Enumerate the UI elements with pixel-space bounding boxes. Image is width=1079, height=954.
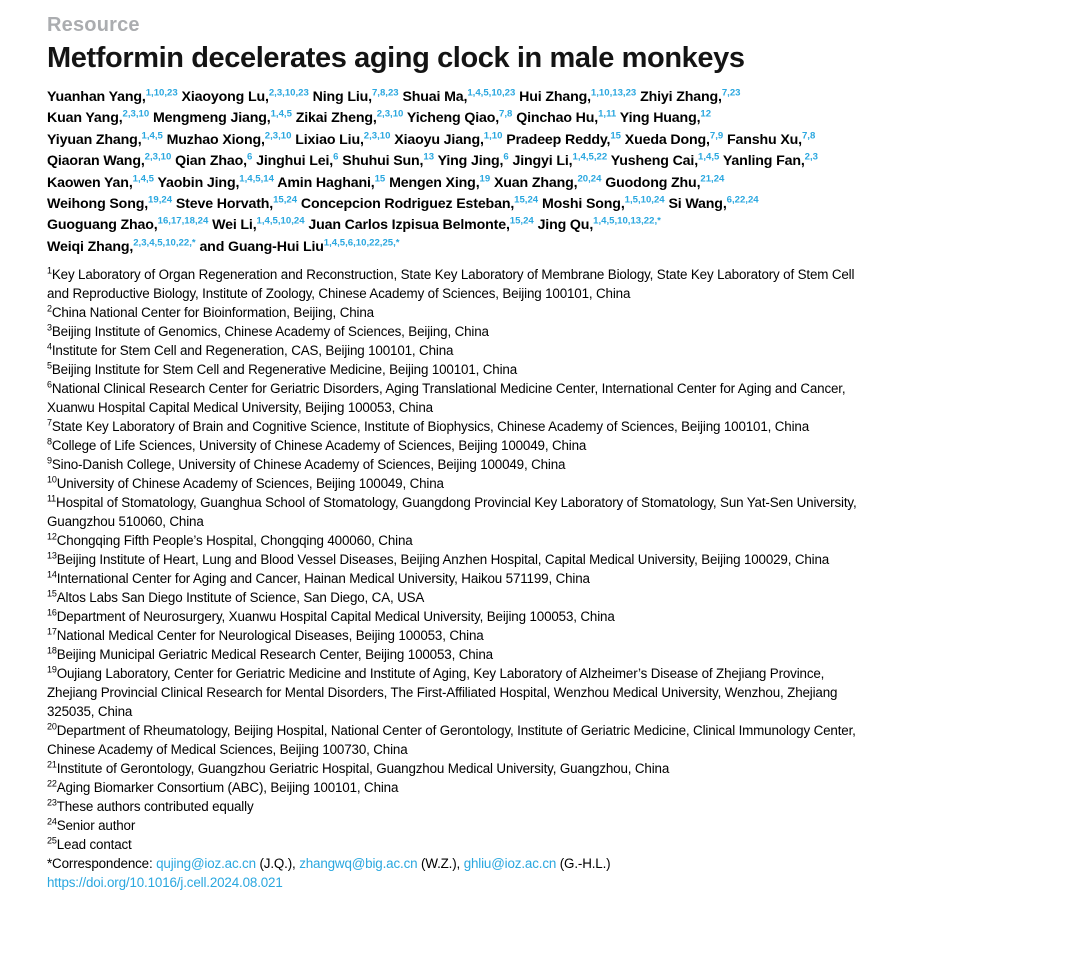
author-name: Hui Zhang, (519, 89, 591, 105)
author-affiliation-superscript: 15 (374, 172, 386, 184)
author-affiliation-superscript: 15,24 (514, 194, 539, 206)
author-affiliation-superscript: 2,3,10 (144, 151, 172, 163)
author-name: Jing Qu, (537, 217, 594, 234)
author-name: Si Wang, (668, 196, 727, 213)
affiliation-number: 23 (47, 797, 57, 808)
author-affiliation-superscript: 15,24 (273, 194, 298, 206)
affiliation-line: $^{16}$Department of Neurosurgery, Xuanwu Hospital Capital Medical University, Beijing 100053, China (47, 607, 615, 625)
doi-link[interactable]: https://doi.org/10.1016/j.cell.2024.08.021 (47, 875, 283, 891)
author-affiliation-superscript: 20,24 (577, 172, 602, 184)
author-name: Yuanhan Yang, (47, 89, 146, 105)
affiliation-number: 21 (47, 759, 57, 770)
affiliation-line: $^6$National Clinical Research Center for Geriatric Disorders, Aging Translational Medicine Center, International Center for Aging and Cancer, (47, 379, 846, 397)
affiliation-line: Guangzhou 510060, China (47, 514, 204, 530)
affiliation-line: $^{19}$Oujiang Laboratory, Center for Geriatric Medicine and Institute of Aging, Key Laboratory of Alzheimer’s Disease of Zhejiang Province, (47, 664, 825, 682)
author-affiliation-superscript: 2,3,10 (264, 130, 292, 142)
affiliation-number: 25 (47, 835, 57, 846)
author-name: Guodong Zhu, (605, 174, 701, 191)
article-type-label: Resource (47, 14, 140, 36)
author-affiliation-superscript: 2,3,10 (363, 130, 391, 142)
author-name: Qinchao Hu, (516, 110, 599, 127)
affiliation-line: $^{14}$International Center for Aging and Cancer, Hainan Medical University, Haikou 571199, China (47, 569, 590, 587)
affiliation-line: and Reproductive Biology, Institute of Zoology, Chinese Academy of Sciences, Beijing 100101, China (47, 286, 631, 302)
affiliation-line: $^{23}$These authors contributed equally (47, 797, 254, 815)
author-name: Fanshu Xu, (727, 131, 802, 148)
affiliation-number: 15 (47, 588, 57, 599)
affiliation-number: 9 (47, 455, 52, 466)
author-affiliation-superscript: 1,10 (483, 130, 503, 142)
affiliation-line: Xuanwu Hospital Capital Medical University, Beijing 100053, China (47, 400, 433, 416)
affiliation-line: $^{17}$National Medical Center for Neurological Diseases, Beijing 100053, China (47, 626, 484, 644)
author-affiliation-superscript: 16,17,18,24 (157, 215, 209, 227)
author-line (47, 215, 1065, 236)
author-name: Xiaoyong Lu, (181, 89, 269, 105)
author-name: Yanling Fan, (722, 153, 805, 170)
affiliation-line: $^{12}$Chongqing Fifth People’s Hospital, Chongqing 400060, China (47, 531, 413, 549)
affiliation-line: $^{13}$Beijing Institute of Heart, Lung and Blood Vessel Diseases, Beijing Anzhen Hospital, Capital Medical University, Beijing 100029, China (47, 550, 830, 568)
affiliation-line: $^{15}$Altos Labs San Diego Institute of Science, San Diego, CA, USA (47, 588, 425, 606)
author-affiliation-superscript: 2,3 (804, 151, 819, 163)
affiliation-number: 4 (47, 341, 52, 352)
author-name: Jinghui Lei, (256, 153, 334, 170)
author-name: Kaowen Yan, (47, 174, 133, 191)
author-name: Ying Huang, (619, 110, 701, 127)
author-affiliation-superscript: 2,3,10 (376, 108, 404, 120)
author-affiliation-superscript: 7,8 (499, 108, 513, 120)
affiliation-number: 3 (47, 322, 52, 333)
author-name: Ning Liu, (312, 89, 372, 105)
author-affiliation-superscript: 1,4,5,10,24 (256, 215, 305, 227)
author-affiliation-superscript: 1,4,5,10,23 (467, 87, 516, 99)
author-name: Moshi Song, (541, 196, 625, 213)
author-name: Yicheng Qiao, (406, 110, 500, 127)
author-line (47, 130, 1065, 151)
author-name: Yiyuan Zhang, (47, 131, 142, 148)
affiliation-number: 2 (47, 303, 52, 314)
author-line (47, 194, 1065, 215)
correspondence-email-link[interactable]: zhangwq@big.ac.cn (299, 856, 418, 872)
author-affiliation-superscript: 7,8 (801, 130, 816, 142)
affiliation-line: 325035, China (47, 704, 133, 720)
author-name: Ying Jing, (437, 153, 504, 170)
author-name: Xiaoyu Jiang, (394, 131, 484, 148)
author-name: Wei Li, (212, 217, 257, 234)
author-affiliation-superscript: 19 (479, 172, 491, 184)
affiliation-line: Chinese Academy of Medical Sciences, Beijing 100730, China (47, 742, 408, 758)
author-affiliation-superscript: 6,22,24 (726, 194, 759, 206)
author-name: Concepcion Rodriguez Esteban, (300, 196, 515, 213)
author-name: Shuai Ma, (402, 89, 468, 105)
author-affiliation-superscript: 15,24 (509, 215, 534, 227)
affiliation-number: 13 (47, 550, 57, 561)
author-line (47, 108, 1065, 129)
affiliation-line: $^3$Beijing Institute of Genomics, Chinese Academy of Sciences, Beijing, China (47, 322, 489, 340)
affiliation-number: 7 (47, 417, 52, 428)
affiliation-number: 16 (47, 607, 57, 618)
author-name: Mengen Xing, (389, 174, 480, 191)
affiliation-line: $^5$Beijing Institute for Stem Cell and Regenerative Medicine, Beijing 100101, China (47, 360, 517, 378)
affiliation-line: $^{11}$Hospital of Stomatology, Guanghua School of Stomatology, Guangdong Provincial Key Laboratory of Stomatology, Sun Yat-Sen University, (47, 493, 857, 511)
author-affiliation-superscript: 7,8,23 (371, 87, 399, 99)
correspondence-email-link[interactable]: qujing@ioz.ac.cn (156, 856, 256, 872)
affiliation-line: $^{21}$Institute of Gerontology, Guangzhou Geriatric Hospital, Guangzhou Medical University, Guangzhou, China (47, 759, 670, 777)
affiliation-number: 12 (47, 531, 57, 542)
affiliation-number: 20 (47, 721, 57, 732)
affiliation-line: $^1$Key Laboratory of Organ Regeneration and Reconstruction, State Key Laboratory of Membrane Biology, State Key Laboratory of Stem Cell (47, 265, 855, 283)
affiliation-number: 24 (47, 816, 57, 827)
affiliation-list (47, 265, 1065, 854)
author-affiliation-superscript: 1,5,10,24 (624, 194, 665, 206)
author-affiliation-superscript: 1,4,5 (132, 172, 154, 184)
author-affiliation-superscript: 1,4,5,10,13,22,* (593, 215, 661, 227)
author-name: Weiqi Zhang, (47, 238, 134, 255)
affiliation-number: 11 (47, 493, 57, 504)
author-name: Kuan Yang, (47, 110, 123, 127)
correspondence-line (47, 854, 1065, 873)
author-name: Shuhui Sun, (342, 153, 424, 170)
author-affiliation-superscript: 13 (423, 151, 435, 163)
affiliation-number: 8 (47, 436, 52, 447)
author-name: Weihong Song, (47, 196, 149, 213)
author-name: Mengmeng Jiang, (152, 110, 271, 127)
author-line (47, 151, 1065, 172)
author-affiliation-superscript: 1,4,5 (141, 130, 163, 142)
affiliation-number: 22 (47, 778, 57, 789)
author-name: Xueda Dong, (624, 131, 710, 148)
author-affiliation-superscript: 19,24 (148, 194, 173, 206)
author-name: Xuan Zhang, (493, 174, 578, 191)
author-affiliation-superscript: 1,10,23 (145, 87, 178, 99)
author-list (47, 87, 1065, 258)
doi-line (47, 873, 1065, 892)
article-title: Metformin decelerates aging clock in male monkeys (47, 42, 745, 74)
affiliation-number: 5 (47, 360, 52, 371)
affiliation-line: $^9$Sino-Danish College, University of Chinese Academy of Sciences, Beijing 100049, China (47, 455, 566, 473)
author-name: Qiaoran Wang, (47, 153, 145, 170)
author-name: Yusheng Cai, (610, 153, 699, 170)
author-affiliation-superscript: 2,3,4,5,10,22,* (133, 237, 196, 249)
author-affiliation-superscript: 7,23 (721, 87, 741, 99)
affiliation-number: 6 (47, 379, 52, 390)
author-name: Qian Zhao, (175, 153, 247, 170)
author-affiliation-superscript: 21,24 (700, 172, 725, 184)
author-line (47, 173, 1065, 194)
author-name: Muzhao Xiong, (166, 131, 265, 148)
author-affiliation-superscript: 6 (503, 151, 509, 163)
author-affiliation-superscript: 2,3,10,23 (268, 87, 309, 99)
author-name: Pradeep Reddy, (506, 131, 611, 148)
affiliation-number: 10 (47, 474, 57, 485)
author-name: Guoguang Zhao, (47, 217, 158, 234)
author-affiliation-superscript: 6 (246, 151, 253, 163)
affiliation-line: $^{24}$Senior author (47, 816, 136, 834)
author-name: Yaobin Jing, (157, 174, 240, 191)
author-name: Amin Haghani, (277, 174, 375, 191)
author-affiliation-superscript: 7,9 (709, 130, 724, 142)
author-affiliation-superscript: 15 (610, 130, 621, 142)
author-affiliation-superscript: 1,4,5 (698, 151, 720, 163)
affiliation-number: 18 (47, 645, 57, 656)
author-name: Zikai Zheng, (295, 110, 377, 127)
author-line (47, 237, 1065, 258)
affiliation-line: $^{22}$Aging Biomarker Consortium (ABC), Beijing 100101, China (47, 778, 399, 796)
author-affiliation-superscript: 1,4,5,6,10,22,25,* (323, 237, 400, 249)
author-affiliation-superscript: 1,4,5,22 (572, 151, 608, 163)
author-affiliation-superscript: 1,4,5,14 (239, 172, 274, 184)
affiliation-line: $^{25}$Lead contact (47, 835, 132, 853)
affiliation-number: 17 (47, 626, 57, 637)
author-affiliation-superscript: 6 (333, 151, 339, 163)
author-name: Lixiao Liu, (295, 131, 364, 148)
affiliation-line: $^{18}$Beijing Municipal Geriatric Medical Research Center, Beijing 100053, China (47, 645, 493, 663)
author-name: Steve Horvath, (175, 196, 274, 213)
author-name: Jingyi Li, (512, 153, 573, 170)
author-name: Zhiyi Zhang, (640, 89, 722, 105)
author-affiliation-superscript: 12 (700, 108, 712, 120)
author-affiliation-superscript: 1,4,5 (270, 108, 292, 120)
affiliation-line: $^2$China National Center for Bioinformation, Beijing, China (47, 303, 374, 321)
affiliation-line: $^7$State Key Laboratory of Brain and Cognitive Science, Institute of Biophysics, Chinese Academy of Sciences, Beijing 100101, China (47, 417, 810, 435)
affiliation-number: 1 (47, 265, 52, 276)
correspondence-label: *Correspondence: (47, 856, 153, 872)
author-name: Juan Carlos Izpisua Belmonte, (308, 217, 510, 234)
affiliation-line: $^{20}$Department of Rheumatology, Beijing Hospital, National Center of Gerontology, Institute of Geriatric Medicine, Clinical Immunology Center, (47, 721, 856, 739)
correspondence-contacts: qujing@ioz.ac.cn (J.Q.), zhangwq@big.ac.cn (W.Z.), ghliu@ioz.ac.cn (G.-H.L.) (156, 856, 611, 872)
author-affiliation-superscript: 1,10,13,23 (590, 87, 637, 99)
affiliation-line: $^{10}$University of Chinese Academy of Sciences, Beijing 100049, China (47, 474, 444, 492)
affiliation-line: Zhejiang Provincial Clinical Research for Mental Disorders, The First-Affiliated Hospital, Wenzhou Medical University, Wenzhou, Zhejiang (47, 685, 838, 701)
author-affiliation-superscript: 2,3,10 (122, 108, 150, 120)
affiliation-line: $^8$College of Life Sciences, University of Chinese Academy of Sciences, Beijing 100049, China (47, 436, 587, 454)
author-name: and Guang-Hui Liu (199, 238, 324, 255)
correspondence-email-link[interactable]: ghliu@ioz.ac.cn (463, 856, 557, 872)
affiliation-number: 14 (47, 569, 57, 580)
affiliation-number: 19 (47, 664, 57, 675)
author-line (47, 87, 1065, 108)
affiliation-line: $^4$Institute for Stem Cell and Regeneration, CAS, Beijing 100101, China (47, 341, 454, 359)
author-affiliation-superscript: 1,11 (598, 108, 617, 120)
